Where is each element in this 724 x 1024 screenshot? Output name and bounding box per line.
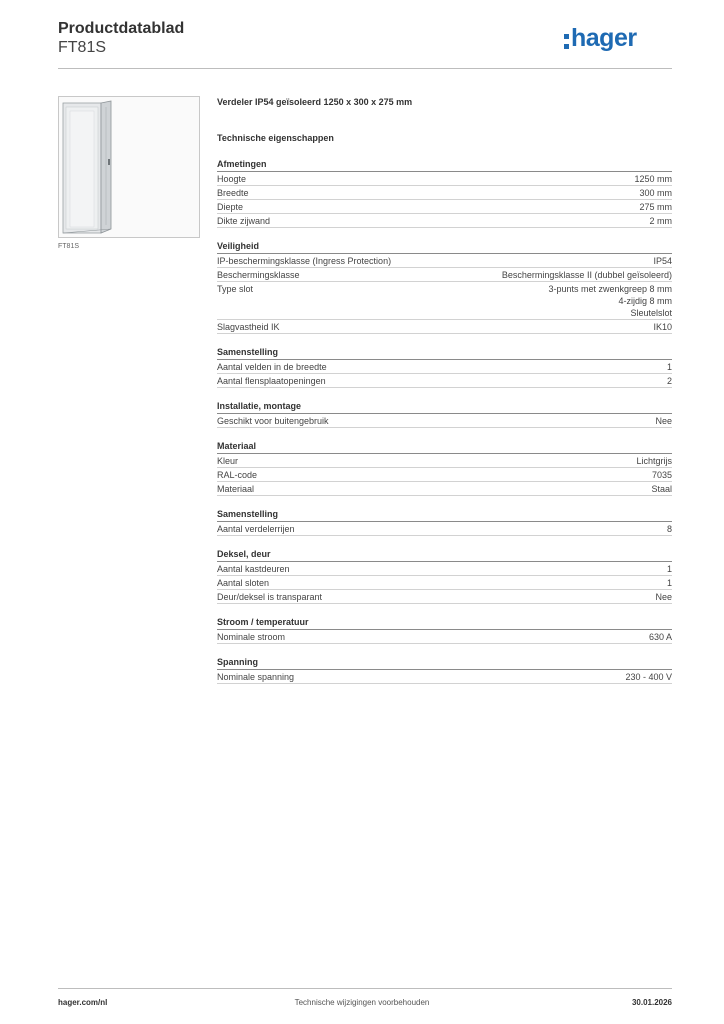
spec-value-line: Nee [655,416,672,426]
spec-label: Type slot [217,284,254,294]
section-title: Installatie, montage [217,400,672,414]
spec-label: Slagvastheid IK [217,322,280,332]
spec-section [217,440,672,496]
spec-section [217,508,672,536]
spec-section [217,346,672,388]
section-title: Veiligheid [217,240,672,254]
page-title: Productdatablad [58,20,185,37]
header-divider [58,68,672,69]
footer-url[interactable]: hager.com/nl [58,998,108,1007]
spec-value [667,523,672,535]
spec-label: Materiaal [217,484,255,494]
spec-label: Beschermingsklasse [217,270,300,280]
spec-value-line: Sleutelslot [630,308,672,318]
section-title: Samenstelling [217,508,672,522]
spec-label: Hoogte [217,174,247,184]
spec-value-line: 7035 [651,470,672,480]
spec-value [634,173,672,185]
spec-row [217,214,672,228]
spec-row [217,268,672,282]
spec-row [217,414,672,428]
spec-row [217,468,672,482]
spec-row [217,630,672,644]
logo-dots-icon [564,34,570,52]
spec-value [625,671,672,683]
spec-row [217,590,672,604]
spec-sections [217,158,672,684]
spec-value [650,215,673,227]
spec-row [217,454,672,468]
spec-value [667,361,672,373]
spec-value-line: 1250 mm [634,174,672,184]
spec-value-line: 2 [666,376,672,386]
section-title: Spanning [217,656,672,670]
footer-disclaimer: Technische wijzigingen voorbehouden [294,998,430,1007]
image-caption: FT81S [58,243,80,250]
spec-label: Aantal velden in de breedte [217,362,327,372]
spec-section [217,656,672,684]
spec-section [217,240,672,334]
spec-label: Aantal verdelerrijen [217,524,295,534]
spec-value [502,269,672,281]
spec-label: IP-beschermingsklasse (Ingress Protection) [217,256,392,266]
spec-value-line: 630 A [648,632,672,642]
spec-value-line: 300 mm [639,188,672,198]
spec-label: Geschikt voor buitengebruik [217,416,329,426]
spec-value [653,321,672,333]
spec-value [655,415,672,427]
spec-value-line: 230 - 400 V [625,672,672,682]
spec-label: Aantal sloten [217,578,270,588]
spec-value [652,469,672,481]
spec-row [217,360,672,374]
spec-row [217,374,672,388]
spec-value-line: 3-punts met zwenkgreep 8 mm [548,284,672,294]
spec-value-line: Beschermingsklasse II (dubbel geïsoleerd) [501,270,672,280]
logo-text: hager [571,24,637,52]
spec-label: RAL-code [217,470,258,480]
spec-label: Dikte zijwand [217,216,271,226]
spec-row [217,254,672,268]
spec-section [217,158,672,228]
spec-row [217,482,672,496]
spec-value [639,187,672,199]
spec-value [667,375,672,387]
footer-divider [58,988,672,989]
spec-value-line: Staal [651,484,672,494]
spec-row [217,172,672,186]
spec-label: Aantal kastdeuren [217,564,290,574]
spec-row [217,320,672,334]
spec-value-line: 275 mm [639,202,672,212]
spec-value-line: 1 [666,564,672,574]
distribution-cabinet-icon [59,97,199,237]
spec-label: Nominale spanning [217,672,295,682]
spec-value-line: 1 [666,362,672,372]
spec-section [217,400,672,428]
section-title: Stroom / temperatuur [217,616,672,630]
spec-value [667,577,672,589]
product-image [58,96,200,238]
footer-date: 30.01.2026 [631,998,672,1007]
spec-value [651,483,672,495]
spec-row [217,522,672,536]
spec-value-line: Lichtgrijs [636,456,672,466]
spec-label: Breedte [217,188,249,198]
spec-value-line: 1 [666,578,672,588]
spec-value [639,201,672,213]
spec-label: Deur/deksel is transparant [217,592,323,602]
spec-value [667,563,672,575]
spec-section [217,616,672,644]
product-code: FT81S [58,39,107,56]
spec-label: Kleur [217,456,239,466]
section-title: Deksel, deur [217,548,672,562]
spec-label: Aantal flensplaatopeningen [217,376,326,386]
spec-value-line: 4-zijdig 8 mm [618,296,672,306]
tech-heading: Technische eigenschappen [217,133,334,143]
spec-value-line: 8 [666,524,672,534]
spec-row [217,282,672,320]
section-title: Afmetingen [217,158,672,172]
spec-value [636,455,672,467]
spec-value [649,631,672,643]
hager-logo [564,26,676,56]
spec-label: Nominale stroom [217,632,286,642]
spec-row [217,670,672,684]
spec-value [655,591,672,603]
spec-row [217,200,672,214]
product-specs [217,96,672,696]
spec-value-line: IP54 [653,256,672,266]
spec-row [217,562,672,576]
spec-value-line: Nee [655,592,672,602]
spec-label: Diepte [217,202,244,212]
spec-value-line: 2 mm [649,216,672,226]
spec-row [217,186,672,200]
section-title: Samenstelling [217,346,672,360]
spec-value-line: IK10 [653,322,672,332]
section-title: Materiaal [217,440,672,454]
product-description: Verdeler IP54 geïsoleerd 1250 x 300 x 275 mm [217,97,413,107]
spec-value [653,255,672,267]
spec-section [217,548,672,604]
spec-row [217,576,672,590]
spec-value [548,283,672,319]
